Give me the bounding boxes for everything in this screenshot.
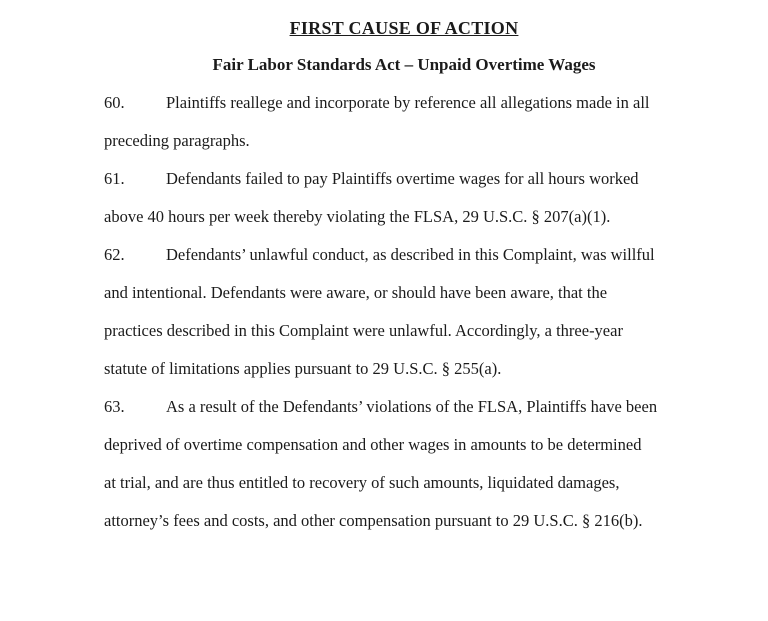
paragraph-number: 62. (104, 245, 125, 264)
cause-of-action-subheading: Fair Labor Standards Act – Unpaid Overtime Wages (212, 55, 596, 74)
paragraph-line (104, 84, 704, 122)
paragraph-line: above 40 hours per week thereby violating the FLSA, 29 U.S.C. § 207(a)(1). (104, 207, 611, 226)
paragraph-number: 61. (104, 169, 125, 188)
paragraph-line: at trial, and are thus entitled to recovery of such amounts, liquidated damages, (104, 473, 620, 492)
paragraph-line (104, 388, 704, 426)
document-content (104, 0, 704, 540)
paragraph-line: practices described in this Complaint were unlawful. Accordingly, a three-year (104, 321, 623, 340)
paragraph-line (104, 160, 704, 198)
paragraph-line: deprived of overtime compensation and other wages in amounts to be determined (104, 435, 642, 454)
paragraph-text: Defendants failed to pay Plaintiffs overtime wages for all hours worked (166, 169, 639, 188)
paragraph-line: preceding paragraphs. (104, 131, 250, 150)
paragraph-number: 60. (104, 93, 125, 112)
paragraph-line (104, 236, 704, 274)
paragraph-line: statute of limitations applies pursuant to 29 U.S.C. § 255(a). (104, 359, 502, 378)
document-body (104, 84, 704, 540)
paragraph-number: 63. (104, 397, 125, 416)
paragraph-text: Defendants’ unlawful conduct, as described in this Complaint, was willful (166, 245, 655, 264)
paragraph-text: Plaintiffs reallege and incorporate by reference all allegations made in all (166, 93, 650, 112)
paragraph-text: As a result of the Defendants’ violations of the FLSA, Plaintiffs have been (166, 397, 658, 416)
paragraph-line: attorney’s fees and costs, and other compensation pursuant to 29 U.S.C. § 216(b). (104, 511, 643, 530)
cause-of-action-heading: FIRST CAUSE OF ACTION (289, 18, 519, 38)
paragraph-line: and intentional. Defendants were aware, or should have been aware, that the (104, 283, 608, 302)
